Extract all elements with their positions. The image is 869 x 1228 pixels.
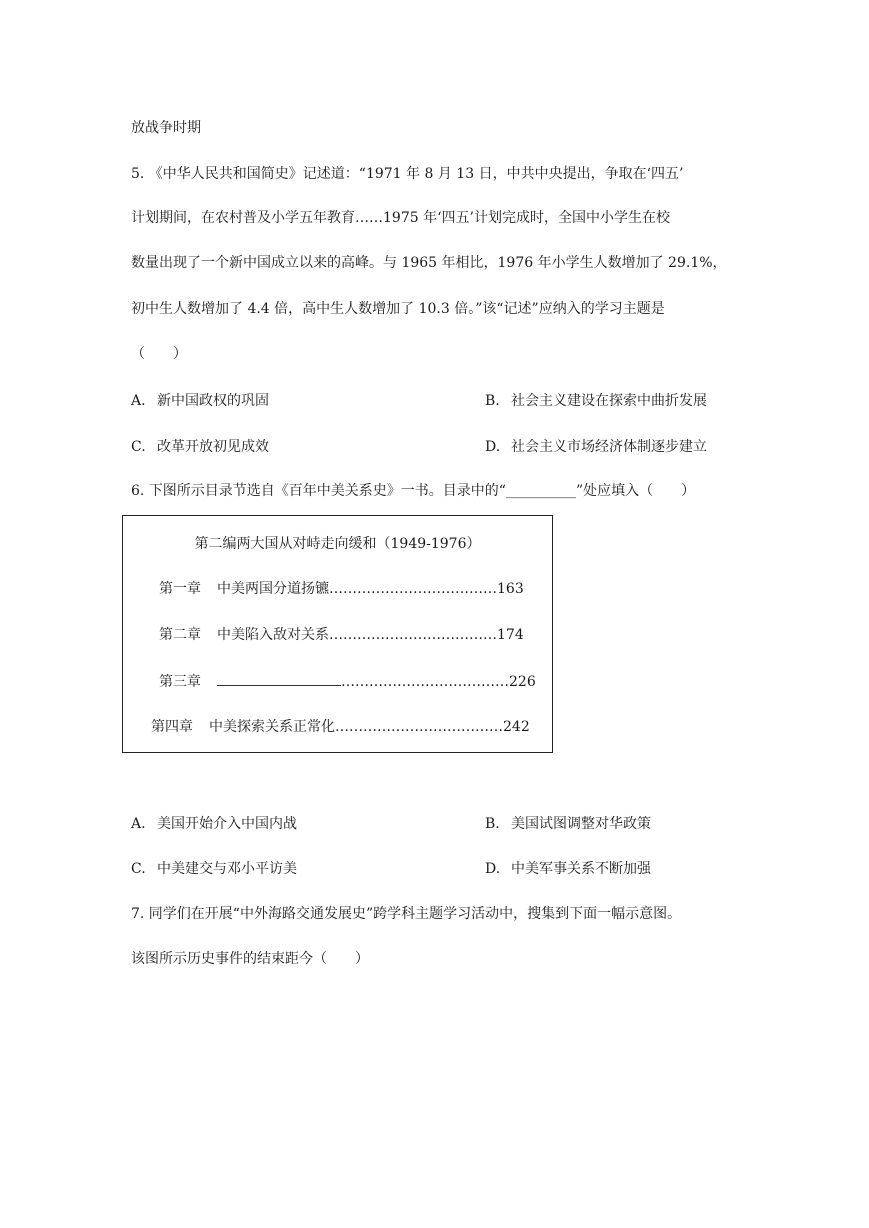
q7-stem-line-1: 7. 同学们在开展“中外海路交通发展史”跨学科主题学习活动中，搜集到下面一幅示意图。 (131, 906, 682, 922)
toc-page-number: 226 (509, 674, 536, 690)
q6-stem-line-1: 6. 下图所示目录节选自《百年中美关系史》一书。目录中的“__________”处应填入（ ） (131, 483, 696, 499)
q6-option-c[interactable] (131, 859, 297, 879)
q5-option-b[interactable] (485, 391, 707, 411)
table-of-contents-box (122, 515, 553, 753)
option-letter: A. (131, 393, 146, 409)
option-letter: C. (131, 439, 146, 455)
toc-chapter-title: 中美探索关系正常化 (209, 719, 335, 735)
toc-leader-dots: ……………………………… (329, 581, 497, 597)
q5-stem-line-3: 数量出现了一个新中国成立以来的高峰。与 1965 年相比，1976 年小学生人数增加了 29.1%， (131, 255, 727, 271)
option-text: 改革开放初见成效 (157, 439, 269, 455)
option-letter: B. (485, 393, 500, 409)
q7-stem-line-2: 该图所示历史事件的结束距今（ ） (131, 951, 369, 967)
toc-chapter: 第四章 (151, 719, 193, 735)
q5-option-a[interactable] (131, 391, 269, 411)
option-letter: C. (131, 861, 146, 877)
q6-option-d[interactable] (485, 859, 651, 879)
toc-row-3 (159, 671, 536, 692)
option-text: 美国试图调整对华政策 (511, 816, 651, 832)
option-text: 中美建交与邓小平访美 (157, 861, 297, 877)
toc-page-number: 242 (503, 719, 530, 735)
q6-option-a[interactable] (131, 814, 297, 834)
option-text: 社会主义建设在探索中曲折发展 (511, 393, 707, 409)
toc-leader-dots: ……………………………… (335, 719, 503, 735)
q5-stem-line-1: 5. 《中华人民共和国简史》记述道：“1971 年 8 月 13 日，中共中央提出，争取在‘四五’ (131, 166, 684, 182)
q5-option-d[interactable] (485, 437, 707, 457)
toc-chapter: 第三章 (159, 674, 201, 690)
toc-chapter-title: 中美两国分道扬镳 (217, 581, 329, 597)
toc-row-2 (159, 625, 524, 645)
toc-blank-line (217, 671, 341, 686)
option-letter: D. (485, 439, 501, 455)
q5-stem-line-2: 计划期间，在农村普及小学五年教育……1975 年‘四五’计划完成时，全国中小学生在校 (131, 210, 670, 226)
option-text: 社会主义市场经济体制逐步建立 (511, 439, 707, 455)
option-text: 中美军事关系不断加强 (511, 861, 651, 877)
toc-row-4 (151, 717, 530, 737)
q4-tail-text: 放战争时期 (131, 120, 201, 136)
toc-row-1 (159, 579, 524, 599)
option-text: 新中国政权的巩固 (157, 393, 269, 409)
option-letter: B. (485, 816, 500, 832)
q6-option-b[interactable] (485, 814, 651, 834)
toc-page-number: 163 (497, 581, 524, 597)
q5-stem-line-4: 初中生人数增加了 4.4 倍，高中生人数增加了 10.3 倍。”该“记述”应纳入的学习主题是 (131, 301, 665, 317)
q5-answer-paren: （ ） (131, 346, 187, 362)
toc-title: 第二编两大国从对峙走向缓和（1949-1976） (194, 536, 481, 552)
toc-chapter: 第二章 (159, 627, 201, 643)
toc-leader-dots: ……………………………… (341, 674, 509, 690)
toc-page-number: 174 (497, 627, 524, 643)
option-letter: A. (131, 816, 146, 832)
option-letter: D. (485, 861, 501, 877)
option-text: 美国开始介入中国内战 (157, 816, 297, 832)
toc-chapter: 第一章 (159, 581, 201, 597)
toc-chapter-title: 中美陷入敌对关系 (217, 627, 329, 643)
toc-leader-dots: ……………………………… (329, 627, 497, 643)
q5-option-c[interactable] (131, 437, 269, 457)
